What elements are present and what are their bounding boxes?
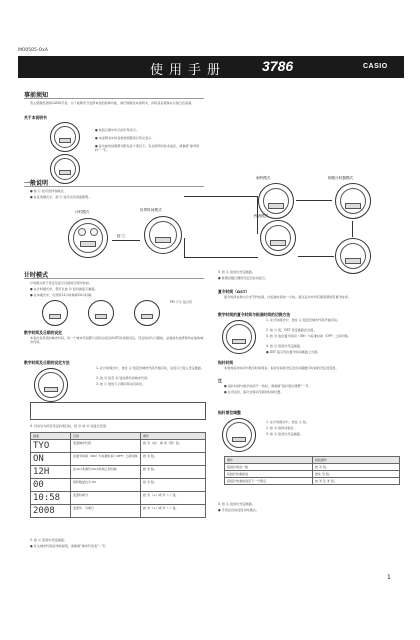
setting-step: 3. 按 Ⓒ 钮依下示顺序移动闪动处。 — [96, 382, 146, 386]
watch-lcd — [44, 387, 58, 392]
flow-arrow — [184, 196, 258, 234]
watch-subdial — [78, 228, 86, 236]
flow-arrow — [184, 238, 258, 258]
model-number: 3786 — [262, 58, 294, 74]
watch-dial — [340, 188, 366, 214]
table-cell: 按 Ⓓ 钮。 — [141, 466, 206, 479]
watch-stopwatch-mode — [260, 220, 296, 256]
flow-arrow — [112, 240, 140, 241]
analog-paragraph: 本表的指针时间与数字时间同步。指针时间的设定会自动随数字时间的设定而变更。 — [224, 366, 339, 370]
table-cell: 在夏令时间（ON）与标准时间（OFF）之间切换 — [71, 453, 141, 466]
watch-dial — [263, 188, 289, 214]
watch-lcd — [345, 258, 361, 264]
table-cell: 按 Ⓓ 钮。 — [141, 479, 206, 492]
watch-lcd — [268, 203, 284, 209]
document-code: MO0505-OxA — [18, 48, 48, 53]
brand-logo: CASIO — [363, 63, 388, 70]
table-row — [31, 466, 206, 479]
section-title-before-use: 事前须知 — [24, 92, 49, 99]
watch-dial — [73, 223, 103, 253]
watch-illustration — [88, 300, 114, 326]
watch-dial — [226, 324, 252, 350]
adjust-step: 3. 按 Ⓐ 钮退出设定画面。 — [266, 432, 303, 436]
divider — [24, 98, 204, 99]
table-row — [31, 479, 206, 492]
setting-step: 1. 在计时模式中，按住 Ⓐ 钮直至城市代码开始闪动，这表示已进入设定画面。 — [96, 366, 204, 370]
page-number: 1 — [387, 574, 391, 581]
watch-illustration — [42, 300, 68, 326]
pm-indicator-note: PM 下午 指示符 — [170, 300, 192, 304]
watch-lcd — [232, 437, 246, 442]
watch-lcd — [141, 314, 153, 319]
about-item: ● 各功能的说明都分配在各个项目下，有关细节的技术信息，请参阅“参考资料”一节。 — [95, 144, 200, 153]
table-header: 画面 — [31, 433, 71, 440]
watch-mode-illustration — [335, 238, 371, 274]
table-row — [31, 505, 206, 518]
subheading-adjust: 指针原位调整 — [218, 410, 241, 415]
table-row — [31, 453, 206, 466]
table-cell: 变更年、月或日 — [71, 505, 141, 518]
watch-lcd — [59, 170, 71, 175]
table-cell: 在12小时制与24小时制之间切换 — [71, 466, 141, 479]
about-item: ● 按钮以图中所示的字母表示。 — [95, 128, 139, 132]
table-cell: 按 Ⓓ 及 Ⓑ 钮。 — [313, 478, 400, 485]
watch-lcd — [155, 237, 171, 243]
setting-step: 2. 按 Ⓓ 钮及 Ⓑ 钮选择所需城市代码。 — [96, 376, 151, 380]
table-header: 目的 — [71, 433, 141, 440]
divider — [24, 278, 204, 279]
mode-label-alarm: 闹铃模式 — [256, 176, 271, 180]
note-line: ● 有关城市代码的详细说明，请参阅“城市代码表”一节。 — [30, 544, 109, 548]
note-line: ● 指针时间与数字时间不一致时，请参阅“指针原位调整”一节。 — [224, 384, 312, 388]
sequence-diagram — [30, 402, 206, 420]
watch-illustration — [222, 418, 256, 452]
note-line: ● 在设定时，指针会移动至新的时间位置。 — [224, 390, 284, 394]
footer-note: ● 手表会自动返回计时模式。 — [218, 508, 259, 512]
table-cell: 将指针快速前进 — [225, 471, 313, 478]
about-item: ● 本说明书中的各类象图都是以英文表示。 — [95, 136, 155, 140]
table-row — [225, 471, 400, 478]
dst-step: 1. 在计时模式中，按住 Ⓐ 钮直至城市代码开始闪动。 — [266, 318, 340, 322]
watch-lcd — [95, 314, 107, 319]
right-intro: ● 星期会随日期的设定而自动显示。 — [218, 276, 269, 280]
table-header: 操作 — [141, 433, 206, 440]
watch-countdown-mode — [335, 183, 371, 219]
divider — [24, 186, 204, 187]
watch-lcd — [59, 138, 71, 143]
subheading-about-manual: 关于本说明书 — [24, 115, 47, 120]
watch-illustration — [50, 122, 80, 152]
timekeeping-item: ● 在计时模式中，您可以按 Ⓓ 钮切换显示画面。 — [30, 287, 98, 291]
table-row — [31, 440, 206, 453]
table-cell: 将指针前进一格 — [225, 464, 313, 471]
watch-dial — [54, 126, 76, 148]
table-cell: 变更城市代码 — [71, 440, 141, 453]
press-c-label: 按 Ⓒ — [117, 234, 126, 238]
subheading-steps: 数字时间及日期的设定方法 — [24, 360, 70, 365]
table-cell: 将指针快速前进至下一个整点 — [225, 478, 313, 485]
table-cell: 变更时或分 — [71, 492, 141, 505]
timekeeping-intro: 计时模式用于设定及显示目前的日期与时间。 — [30, 281, 92, 285]
dst-step: 4. 按 Ⓐ 钮退出设定画面。 — [266, 344, 303, 348]
table-cell: 10:58 — [31, 492, 71, 505]
table-cell: 将秒数复位为 00 — [71, 479, 141, 492]
table-cell: 按住 Ⓓ 钮。 — [313, 471, 400, 478]
right-intro: 5. 按 Ⓐ 钮退出设定画面。 — [218, 270, 255, 274]
dst-indicator-note: ● DST 指示符在夏令时间画面上出现。 — [266, 350, 321, 354]
table-cell: 按 Ⓓ（东） 或 Ⓑ（西）钮。 — [141, 440, 206, 453]
watch-timekeeping-mode — [68, 218, 108, 258]
watch-illustration — [34, 368, 68, 402]
watch-dial — [149, 221, 177, 249]
table-cell: 按 Ⓓ（+）或 Ⓑ（-）钮。 — [141, 492, 206, 505]
flow-arrow — [298, 256, 334, 257]
watch-lcd — [270, 240, 286, 246]
table-header-row — [31, 433, 206, 440]
table-row — [31, 492, 206, 505]
watch-dial — [265, 225, 291, 251]
watch-world-time-mode — [144, 216, 182, 254]
general-item: ● 按 Ⓒ 钮可选择各模式。 — [30, 189, 67, 193]
setting-table — [30, 432, 206, 518]
watch-lcd — [345, 203, 361, 209]
watch-illustration — [222, 320, 256, 354]
mode-label-start: 计时模式 — [75, 210, 90, 214]
table-header: 操作 — [225, 457, 313, 464]
watch-subdial — [90, 228, 98, 236]
table-cell: ON — [31, 453, 71, 466]
table-row — [225, 478, 400, 485]
watch-dial — [226, 422, 252, 448]
table-header-row — [225, 457, 400, 464]
footer-note: 5. 按 Ⓐ 钮退出设定画面。 — [218, 502, 255, 506]
watch-illustration — [134, 300, 160, 326]
mode-label-stopwatch: 秒表模式 — [254, 214, 269, 218]
adjust-step: 1. 在计时模式中，按住 Ⓐ 钮。 — [266, 420, 310, 424]
watch-lcd — [80, 241, 96, 247]
table-cell: 2008 — [31, 505, 71, 518]
watch-dial — [340, 243, 366, 269]
general-item: ● 在任何模式中，按 Ⓛ 钮可点亮表盘照明。 — [30, 195, 92, 199]
table-cell: 按 Ⓓ（+）或 Ⓑ（-）钮。 — [141, 505, 206, 518]
dst-step: 2. 按 Ⓒ 钮，DST 设定画面会出现。 — [266, 328, 317, 332]
mode-label-countdown: 倒数计时器模式 — [328, 176, 354, 180]
setting-paragraph: 本表内有预设的城市代码，每一个城市代码都与其所在时区的UTC时差相对应。设定时间与日期前，必须首先选择您所在地的城市代码。 — [30, 336, 204, 345]
watch-dial — [54, 158, 76, 180]
notes-title: 注 — [218, 378, 222, 383]
watch-illustration — [50, 154, 80, 184]
subheading-analog: 指针时间 — [218, 360, 234, 365]
table-header: 按钮操作 — [313, 457, 400, 464]
table-row — [225, 464, 400, 471]
manual-title: 使用手册 — [150, 63, 227, 78]
dst-paragraph: 夏令时间也称为日光节约时间，比标准时间快一小时。请注意并非所有国家都使用夏令时间。 — [224, 295, 351, 299]
timekeeping-item: ● 在本模式中，可使用12小时制或24小时制。 — [30, 293, 95, 297]
adjust-table — [224, 456, 400, 485]
subheading-dst: 夏令时间（DST） — [218, 289, 250, 294]
flow-arrow — [352, 221, 353, 237]
dst-step: 3. 按 Ⓓ 钮在夏令时间（ON）与标准时间（OFF）之间切换。 — [266, 334, 351, 338]
note-line: 5. 按 Ⓐ 钮退出设定画面。 — [30, 538, 67, 542]
intro-paragraph: 衷心感谢您选购CASIO手表。为了能够充分发挥本表的各种功能，请仔细阅读本说明书，并将其妥善保存以备日后查阅。 — [30, 101, 195, 105]
table-cell: 按 Ⓓ 钮。 — [141, 453, 206, 466]
table-caption: 4. 闪动处为所需设定的项目时，按 Ⓓ 或 Ⓑ 钮进行变更。 — [30, 424, 110, 428]
flow-arrow — [296, 200, 332, 201]
subheading-dst-toggle: 数字时间的夏令时间与标准时间的切换方法 — [218, 312, 291, 317]
section-title-general: 一般说明 — [24, 180, 49, 187]
table-cell: 按 Ⓓ 钮。 — [313, 464, 400, 471]
table-cell: 00 — [31, 479, 71, 492]
watch-dial — [38, 372, 64, 398]
adjust-step: 2. 按 Ⓓ 钮移动指针。 — [266, 426, 297, 430]
watch-lcd — [232, 339, 246, 344]
table-cell: 12H — [31, 466, 71, 479]
table-cell: TYO — [31, 440, 71, 453]
mode-label-world-time: 世界时间模式 — [140, 208, 162, 212]
watch-lcd — [49, 314, 61, 319]
subheading-setting: 数字时间及日期的设定 — [24, 330, 62, 335]
section-title-timekeeping: 计时模式 — [24, 272, 49, 279]
